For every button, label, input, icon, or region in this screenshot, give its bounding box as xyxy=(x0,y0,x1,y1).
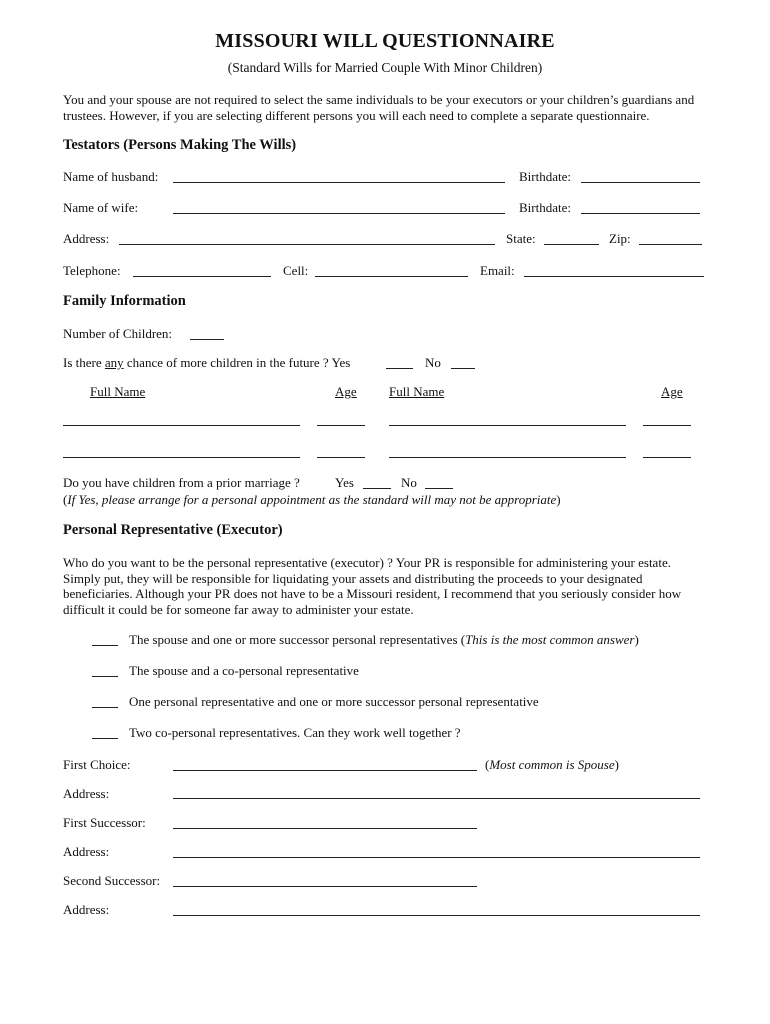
option1-note: This is the most common answer xyxy=(465,632,635,647)
husband-birthdate-field[interactable] xyxy=(581,182,700,183)
child-age-field[interactable] xyxy=(317,425,365,426)
document-title: MISSOURI WILL QUESTIONNAIRE xyxy=(215,30,555,52)
future-children-post: chance of more children in the future ? Yes xyxy=(123,355,351,370)
first-successor-label: First Successor: xyxy=(63,815,146,830)
pr-option2-label: The spouse and a co-personal representative xyxy=(129,663,359,678)
note-open-paren: ( xyxy=(63,492,68,507)
prior-marriage-no-field[interactable] xyxy=(425,488,453,489)
first-successor-field[interactable] xyxy=(173,828,477,829)
child-age-field[interactable] xyxy=(317,457,365,458)
first-choice-field[interactable] xyxy=(173,770,477,771)
child-name-field[interactable] xyxy=(389,425,626,426)
child-name-field[interactable] xyxy=(63,425,300,426)
fc-close: ) xyxy=(614,757,619,772)
wife-birthdate-field[interactable] xyxy=(581,213,700,214)
first-successor-address-label: Address: xyxy=(63,844,110,859)
first-successor-address-field[interactable] xyxy=(173,857,700,858)
telephone-field[interactable] xyxy=(133,276,271,277)
wife-name-field[interactable] xyxy=(173,213,505,214)
future-children-any: any xyxy=(104,355,124,370)
family-heading: Family Information xyxy=(63,293,186,309)
wife-birthdate-label: Birthdate: xyxy=(519,200,571,215)
note-text: If Yes, please arrange for a personal appointment as the standard will may not be appropriate xyxy=(67,492,557,507)
future-children-question xyxy=(63,355,350,371)
second-successor-field[interactable] xyxy=(173,886,477,887)
first-choice-label: First Choice: xyxy=(63,757,131,772)
pr-option3-label: One personal representative and one or more successor personal representative xyxy=(129,694,539,709)
state-field[interactable] xyxy=(544,244,599,245)
pr-option1-field[interactable] xyxy=(92,645,118,646)
husband-name-label: Name of husband: xyxy=(63,169,159,184)
pr-heading: Personal Representative (Executor) xyxy=(63,522,283,538)
second-successor-address-field[interactable] xyxy=(173,915,700,916)
child-name-field[interactable] xyxy=(63,457,300,458)
option1-close: ) xyxy=(634,632,639,647)
second-successor-address-label: Address: xyxy=(63,902,110,917)
intro-paragraph: You and your spouse are not required to select the same individuals to be your executors or your children’s guardians and trustees. However, if you are selecting different persons you will each need to complete a separate questionnaire. xyxy=(63,92,695,123)
husband-name-field[interactable] xyxy=(173,182,505,183)
future-children-no-label: No xyxy=(425,355,441,370)
num-children-field[interactable] xyxy=(190,339,224,340)
prior-marriage-question: Do you have children from a prior marriage ? xyxy=(63,475,300,490)
first-choice-note xyxy=(485,757,619,773)
first-choice-address-label: Address: xyxy=(63,786,110,801)
prior-marriage-note xyxy=(63,492,561,508)
pr-option4-field[interactable] xyxy=(92,738,118,739)
child-age-field[interactable] xyxy=(643,425,691,426)
note-close-paren: ) xyxy=(556,492,561,507)
num-children-label: Number of Children: xyxy=(63,326,173,341)
email-field[interactable] xyxy=(524,276,704,277)
wife-name-label: Name of wife: xyxy=(63,200,139,215)
prior-marriage-yes-field[interactable] xyxy=(363,488,391,489)
pr-option2-field[interactable] xyxy=(92,676,118,677)
pr-paragraph: Who do you want to be the personal representative (executor) ? Your PR is responsible for administering your estate. Simply put, they will be responsible for liquidating your assets and distributing the proceeds to your designated beneficiaries. Although your PR does not have to be a Missouri resident, I recommend that you seriously consider how difficult it could be for someone far away to administer your estate. xyxy=(63,555,682,617)
state-label: State: xyxy=(506,231,536,246)
document-subtitle: (Standard Wills for Married Couple With Minor Children) xyxy=(227,60,543,75)
zip-label: Zip: xyxy=(609,231,631,246)
child-age-field[interactable] xyxy=(643,457,691,458)
future-children-no-field[interactable] xyxy=(451,368,475,369)
option1-text: The spouse and one or more successor personal representatives ( xyxy=(129,632,466,647)
cell-label: Cell: xyxy=(283,263,309,278)
email-label: Email: xyxy=(480,263,515,278)
pr-option3-field[interactable] xyxy=(92,707,118,708)
prior-marriage-no-label: No xyxy=(401,475,417,490)
col-full-name-1: Full Name xyxy=(90,384,146,399)
col-age-2: Age xyxy=(661,384,683,399)
col-full-name-2: Full Name xyxy=(389,384,445,399)
prior-marriage-yes-label: Yes xyxy=(335,475,354,490)
first-choice-address-field[interactable] xyxy=(173,798,700,799)
address-label: Address: xyxy=(63,231,110,246)
future-children-pre: Is there xyxy=(63,355,105,370)
husband-birthdate-label: Birthdate: xyxy=(519,169,571,184)
zip-field[interactable] xyxy=(639,244,702,245)
second-successor-label: Second Successor: xyxy=(63,873,161,888)
fc-open: ( xyxy=(485,757,490,772)
pr-option1-label xyxy=(129,632,639,648)
future-children-yes-field[interactable] xyxy=(386,368,413,369)
cell-field[interactable] xyxy=(315,276,468,277)
testators-heading: Testators (Persons Making The Wills) xyxy=(63,137,297,153)
pr-option4-label: Two co-personal representatives. Can they work well together ? xyxy=(129,725,461,740)
child-name-field[interactable] xyxy=(389,457,626,458)
fc-note: Most common is Spouse xyxy=(489,757,615,772)
address-field[interactable] xyxy=(119,244,495,245)
telephone-label: Telephone: xyxy=(63,263,121,278)
col-age-1: Age xyxy=(335,384,357,399)
